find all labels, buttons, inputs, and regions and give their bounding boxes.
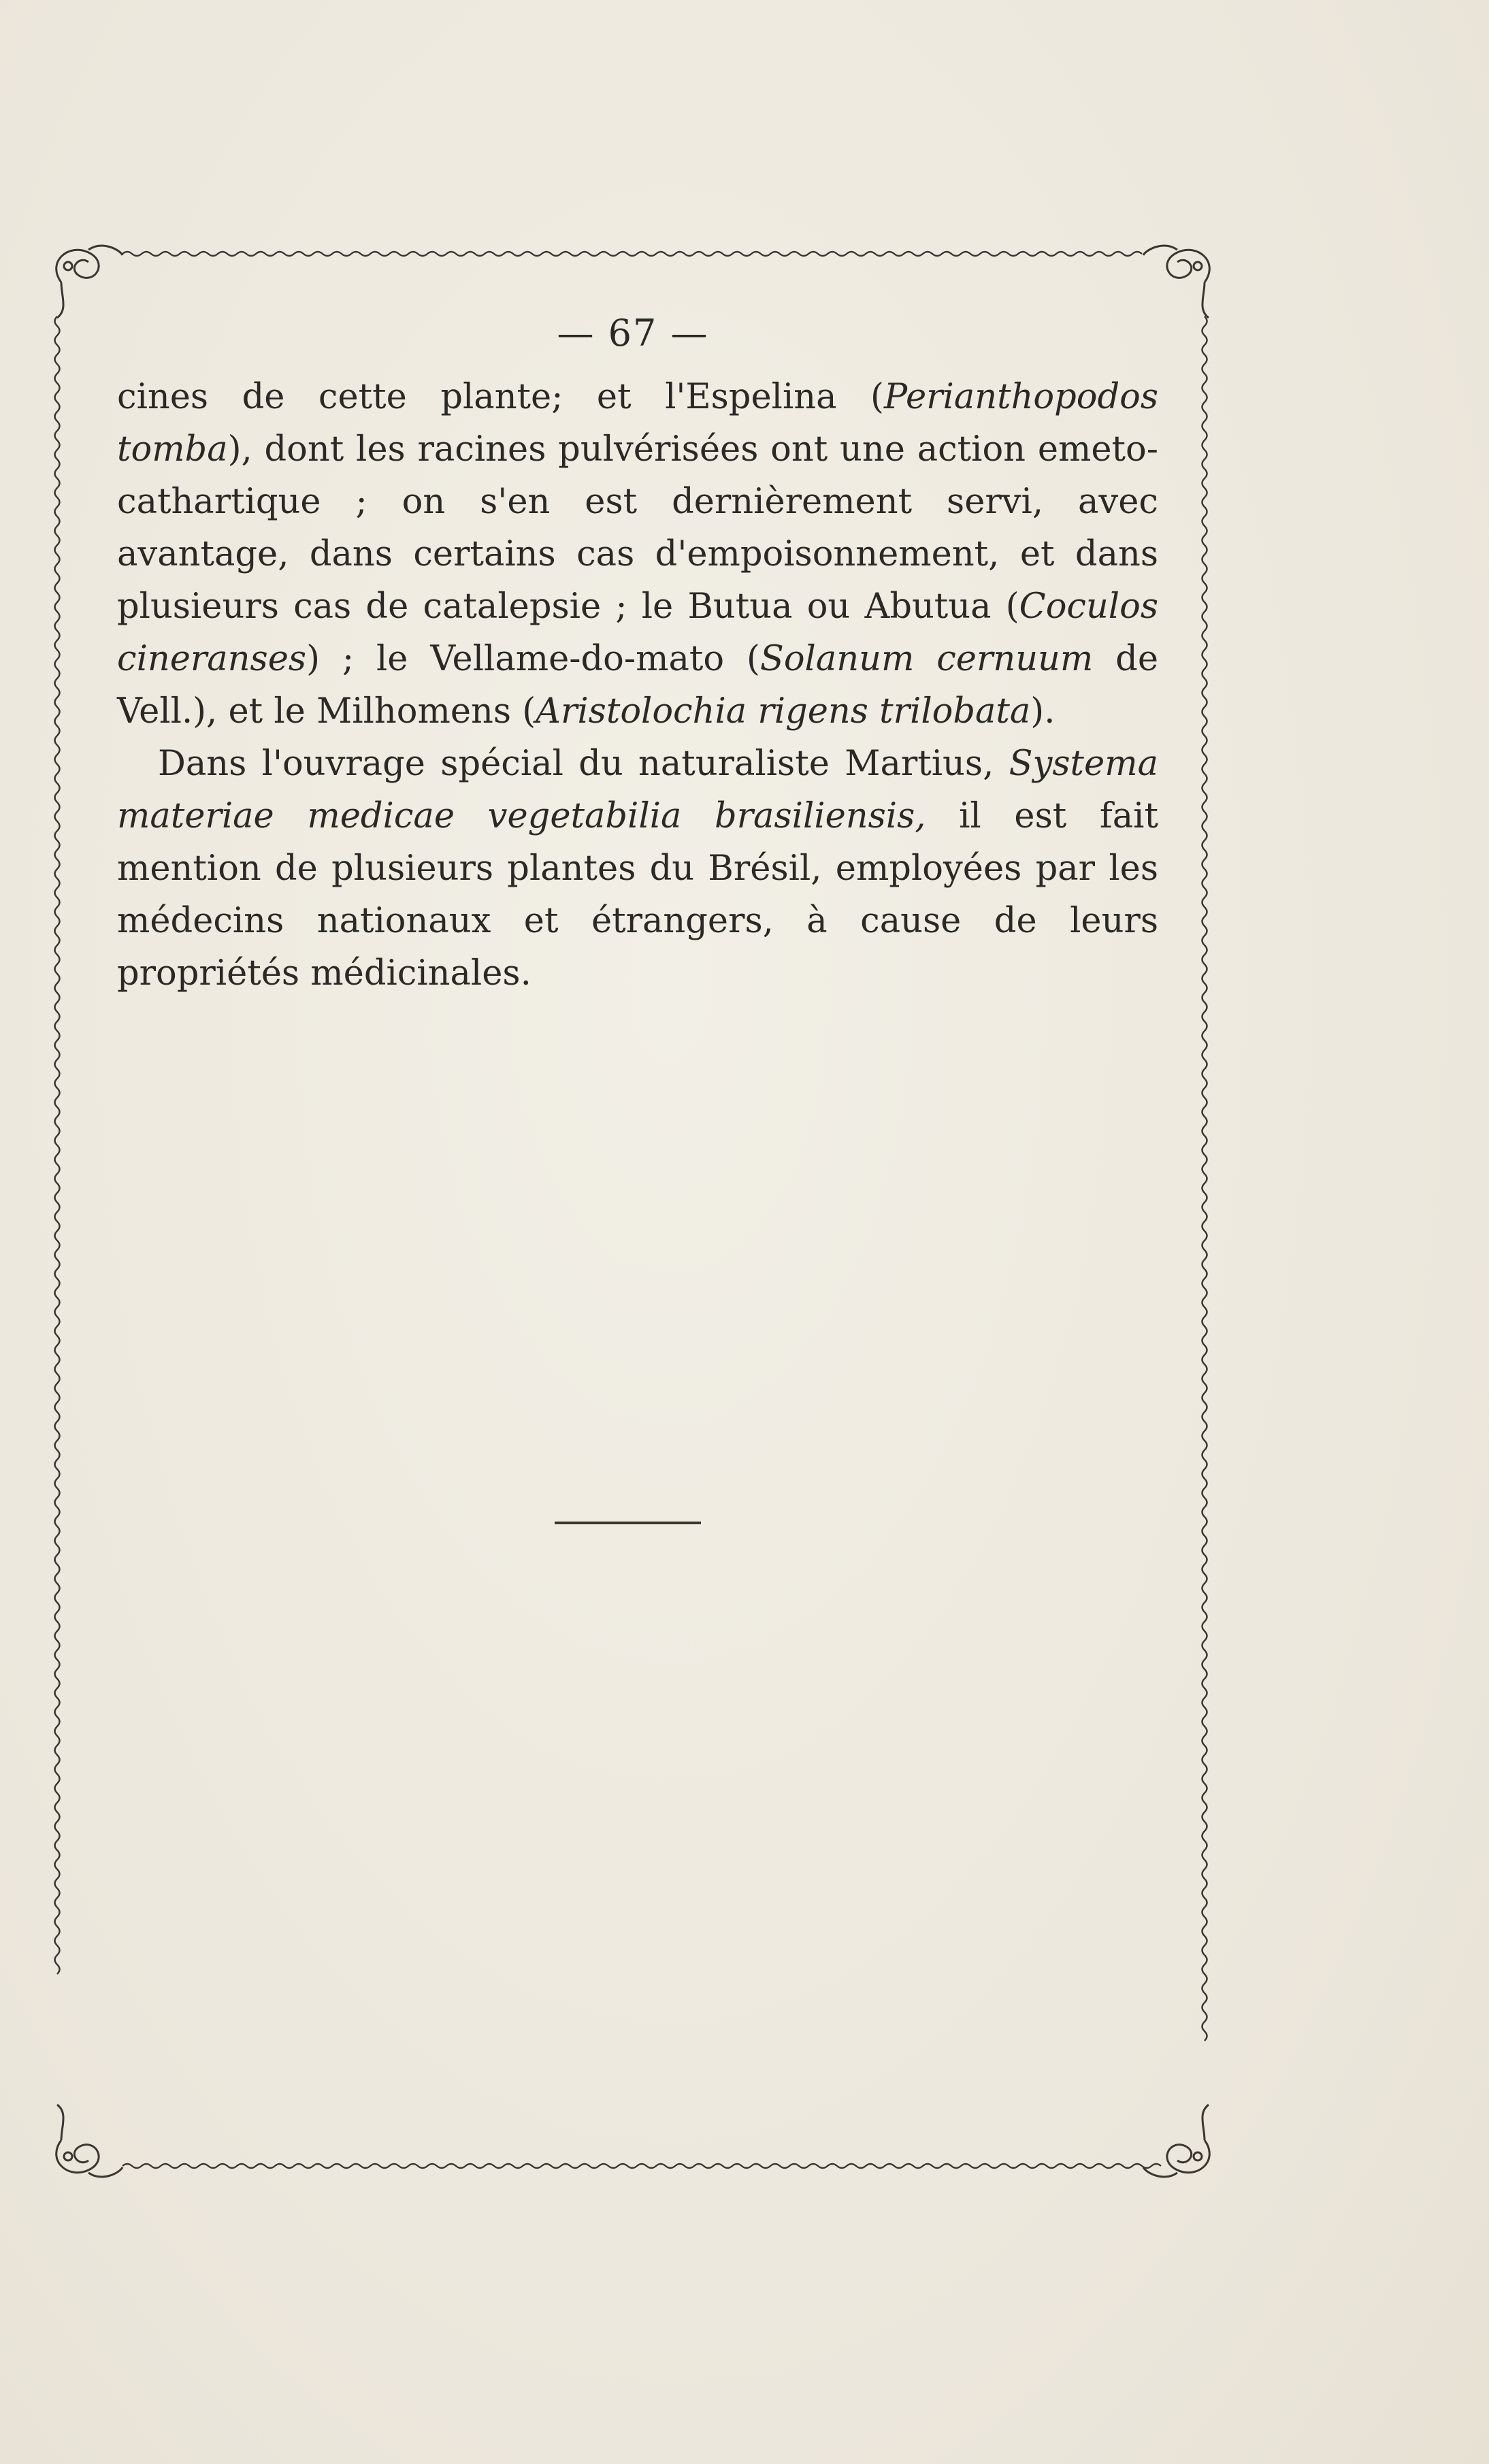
end-rule — [555, 1522, 701, 1524]
text-run: ). — [1030, 691, 1056, 732]
species-name: Perianthopodos tomba — [117, 377, 1158, 470]
corner-flourish-icon — [1143, 246, 1209, 318]
corner-flourish-icon — [56, 246, 122, 318]
text-run: ) ; le Vellame-do-mato ( — [306, 639, 760, 679]
paragraph-1 — [117, 371, 1158, 738]
text-run: ), dont les racines pulvérisées ont une action emeto-cathartique ; on s'en est dernièrement servi, avec avantage, dans certains cas d'empoisonnement, et dans plusieurs cas de catalepsie ; le Butua ou Abutua ( — [117, 429, 1158, 627]
page-number: — 67 — — [557, 312, 709, 355]
book-title: Systema materiae medicae vegetabilia brasiliensis, — [117, 744, 1158, 836]
text-run: il est fait mention de plusieurs plantes du Brésil, employées par les médecins nationaux et étrangers, à cause de leurs propriétés médicinales. — [117, 796, 1158, 993]
corner-flourish-icon — [56, 2105, 122, 2177]
species-name: Coculos cineranses — [117, 587, 1158, 679]
text-run: de Vell.), et le Milhomens ( — [117, 639, 1158, 732]
body-text — [117, 371, 1158, 1000]
species-name: Aristolochia rigens trilobata — [536, 691, 1031, 732]
text-run: Dans l'ouvrage spécial du naturaliste Martius, — [158, 744, 1009, 784]
species-name: Solanum cernuum — [759, 639, 1094, 679]
paragraph-2 — [117, 738, 1158, 1000]
text-run: cines de cette plante; et l'Espelina ( — [117, 377, 884, 417]
corner-flourish-icon — [1143, 2105, 1209, 2177]
